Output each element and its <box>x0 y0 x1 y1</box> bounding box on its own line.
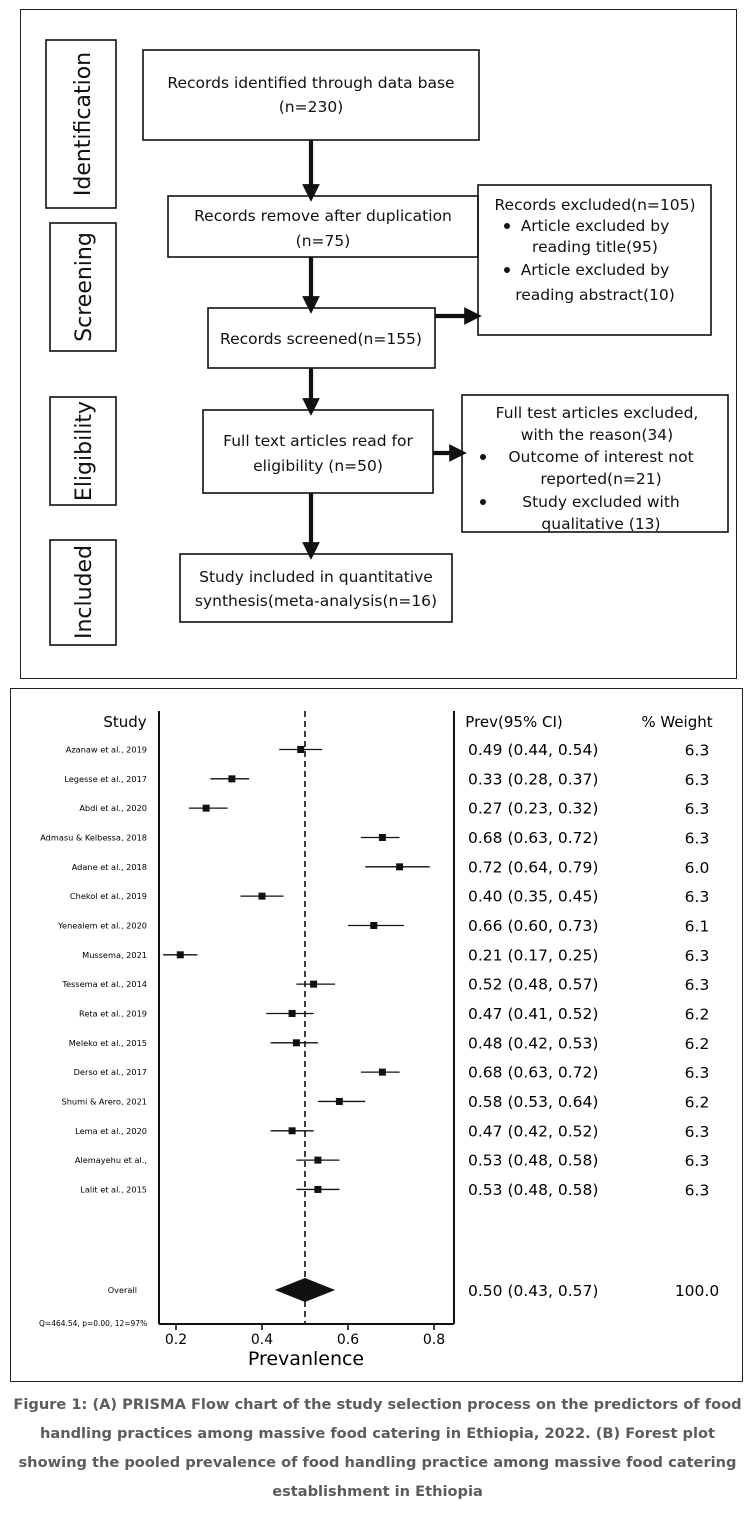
weight-value: 6.3 <box>684 1122 710 1141</box>
study-name: Legesse et al., 2017 <box>64 773 147 784</box>
included-count: synthesis(meta-analysis(n=16) <box>194 592 438 610</box>
point-estimate-marker <box>177 951 184 958</box>
prev-ci-value: 0.47 (0.42, 0.52) <box>468 1122 599 1141</box>
excluded-abstract-line2: reading abstract(10) <box>515 286 675 304</box>
outcome-excluded-line1: Outcome of interest not <box>508 448 694 466</box>
identified-box <box>143 50 479 140</box>
excluded-title-line1: Article excluded by <box>520 217 670 235</box>
excluded-title-line2: reading title(95) <box>532 238 658 256</box>
weight-value: 6.3 <box>684 800 710 819</box>
x-tick-label: 0.6 <box>336 1332 360 1348</box>
fulltext-text: Full text articles read for <box>223 432 413 450</box>
point-estimate-marker <box>203 805 210 812</box>
weight-value: 6.1 <box>684 917 710 936</box>
study-name: Shumi & Arero, 2021 <box>61 1096 147 1107</box>
prev-ci-value: 0.68 (0.63, 0.72) <box>468 1063 599 1082</box>
overall-label: Overall <box>107 1285 137 1295</box>
forest-plot <box>11 689 744 1383</box>
point-estimate-marker <box>314 1157 321 1164</box>
weight-value: 6.3 <box>684 770 710 789</box>
study-row <box>64 770 709 789</box>
prev-ci-value: 0.53 (0.48, 0.58) <box>468 1180 599 1199</box>
bullet-icon <box>504 267 510 273</box>
point-estimate-marker <box>293 1039 300 1046</box>
study-row <box>40 829 709 848</box>
overall-diamond <box>275 1278 335 1302</box>
point-estimate-marker <box>396 863 403 870</box>
point-estimate-marker <box>336 1098 343 1105</box>
fulltext-box <box>203 410 433 493</box>
fulltext-excluded-title2: with the reason(34) <box>520 426 674 444</box>
study-name: Mussema, 2021 <box>82 949 147 960</box>
prev-ci-value: 0.48 (0.42, 0.53) <box>468 1034 599 1053</box>
study-name: Azanaw et al., 2019 <box>65 744 147 755</box>
prev-ci-value: 0.40 (0.35, 0.45) <box>468 887 599 906</box>
study-row <box>79 1005 709 1024</box>
dedup-count: (n=75) <box>295 232 351 250</box>
x-tick-label: 0.2 <box>164 1332 188 1348</box>
point-estimate-marker <box>297 746 304 753</box>
point-estimate-marker <box>379 1069 386 1076</box>
weight-column-header: % Weight <box>641 713 713 731</box>
included-text: Study included in quantitative <box>199 568 433 586</box>
study-row <box>69 1034 710 1053</box>
study-row <box>75 1152 709 1171</box>
prev-ci-value: 0.33 (0.28, 0.37) <box>468 770 599 789</box>
point-estimate-marker <box>289 1127 296 1134</box>
point-estimate-marker <box>228 775 235 782</box>
study-name: Chekol et al., 2019 <box>69 891 147 902</box>
figure-caption: Figure 1: (A) PRISMA Flow chart of the study selection process on the predictors of food handling practices among massive food catering in Ethiopia, 2022. (B) Forest plot showing the pooled prevalence of food handling practice among massive food catering establishment in Ethiopia <box>13 1396 742 1500</box>
point-estimate-marker <box>259 893 266 900</box>
prev-ci-value: 0.47 (0.41, 0.52) <box>468 1004 599 1023</box>
bullet-icon <box>480 454 486 460</box>
study-name: Tessema et al., 2014 <box>62 979 147 990</box>
study-name: Meleko et al., 2015 <box>68 1037 147 1048</box>
weight-value: 6.3 <box>684 1152 710 1171</box>
study-name: Admasu & Kelbessa, 2018 <box>40 832 147 843</box>
excluded-abstract-line1: Article excluded by <box>520 261 670 279</box>
weight-value: 6.3 <box>684 946 710 965</box>
study-column-header: Study <box>103 713 147 731</box>
point-estimate-marker <box>310 981 317 988</box>
study-row <box>72 858 710 877</box>
prev-ci-value: 0.27 (0.23, 0.32) <box>468 799 599 818</box>
weight-value: 6.3 <box>684 976 710 995</box>
prev-ci-value: 0.49 (0.44, 0.54) <box>468 741 599 759</box>
excluded-records-title: Records excluded(n=105) <box>494 196 696 214</box>
study-row <box>75 1122 709 1141</box>
prev-ci-value: 0.72 (0.64, 0.79) <box>468 858 599 877</box>
included-box <box>180 554 452 622</box>
bullet-icon <box>480 499 486 505</box>
qualitative-excluded-line1: Study excluded with <box>522 493 680 511</box>
weight-value: 6.2 <box>684 1034 710 1053</box>
study-name: Derso et al., 2017 <box>73 1067 147 1078</box>
point-estimate-marker <box>314 1186 321 1193</box>
identified-count: (n=230) <box>278 98 344 116</box>
fulltext-excluded-title1: Full test articles excluded, <box>495 404 699 422</box>
prev-column-header: Prev(95% CI) <box>465 713 563 731</box>
study-row <box>57 917 709 936</box>
weight-value: 6.0 <box>684 858 710 877</box>
x-axis-label: Prevanlence <box>247 1348 365 1370</box>
point-estimate-marker <box>289 1010 296 1017</box>
prev-ci-value: 0.58 (0.53, 0.64) <box>468 1092 599 1111</box>
stage-label-included: Included <box>72 544 97 640</box>
outcome-excluded-line2: reported(n=21) <box>540 470 662 488</box>
stage-label-screening: Screening <box>72 232 97 342</box>
study-row <box>66 741 710 760</box>
point-estimate-marker <box>370 922 377 929</box>
study-row <box>80 1181 709 1200</box>
weight-value: 6.3 <box>684 1064 710 1083</box>
weight-value: 6.3 <box>684 888 710 907</box>
stage-label-eligibility: Eligibility <box>72 400 97 502</box>
screened-text: Records screened(n=155) <box>220 330 422 348</box>
bullet-icon <box>504 223 510 229</box>
heterogeneity-stats: Q=464.54, p=0.00, 12=97% <box>39 1319 148 1328</box>
study-name: Alemayehu et al., <box>74 1155 147 1166</box>
study-row <box>70 888 709 907</box>
dedup-text: Records remove after duplication <box>194 207 452 225</box>
fulltext-count: eligibility (n=50) <box>253 457 383 475</box>
study-row <box>74 1064 710 1083</box>
prev-ci-value: 0.53 (0.48, 0.58) <box>468 1151 599 1170</box>
study-row <box>82 946 709 965</box>
prev-ci-value: 0.66 (0.60, 0.73) <box>468 916 599 935</box>
weight-value: 6.3 <box>684 741 710 760</box>
prev-ci-value: 0.21 (0.17, 0.25) <box>468 946 599 965</box>
prev-ci-value: 0.68 (0.63, 0.72) <box>468 828 599 847</box>
study-name: Lalit et al., 2015 <box>80 1184 147 1195</box>
stage-label-identification: Identification <box>71 51 96 197</box>
qualitative-excluded-line2: qualitative (13) <box>541 515 661 533</box>
study-name: Abdi et al., 2020 <box>79 803 147 814</box>
weight-value: 6.2 <box>684 1005 710 1024</box>
weight-value: 6.2 <box>684 1093 710 1112</box>
study-name: Lema et al., 2020 <box>75 1125 147 1136</box>
study-name: Adane et al., 2018 <box>71 861 147 872</box>
overall-weight: 100.0 <box>674 1282 720 1300</box>
prisma-flow-chart <box>20 9 737 679</box>
point-estimate-marker <box>379 834 386 841</box>
x-tick-label: 0.8 <box>422 1332 446 1348</box>
weight-value: 6.3 <box>684 829 710 848</box>
identified-text: Records identified through data base <box>167 74 455 92</box>
weight-value: 6.3 <box>684 1181 710 1200</box>
x-tick-label: 0.4 <box>250 1332 274 1348</box>
study-name: Reta et al., 2019 <box>79 1008 147 1019</box>
flow-chart-svg <box>21 10 738 680</box>
prev-ci-value: 0.52 (0.48, 0.57) <box>468 975 599 994</box>
forest-plot-panel <box>10 688 743 1382</box>
study-name: Yenealem et al., 2020 <box>58 920 147 931</box>
overall-prev-ci: 0.50 (0.43, 0.57) <box>468 1282 599 1300</box>
study-row <box>79 800 709 819</box>
